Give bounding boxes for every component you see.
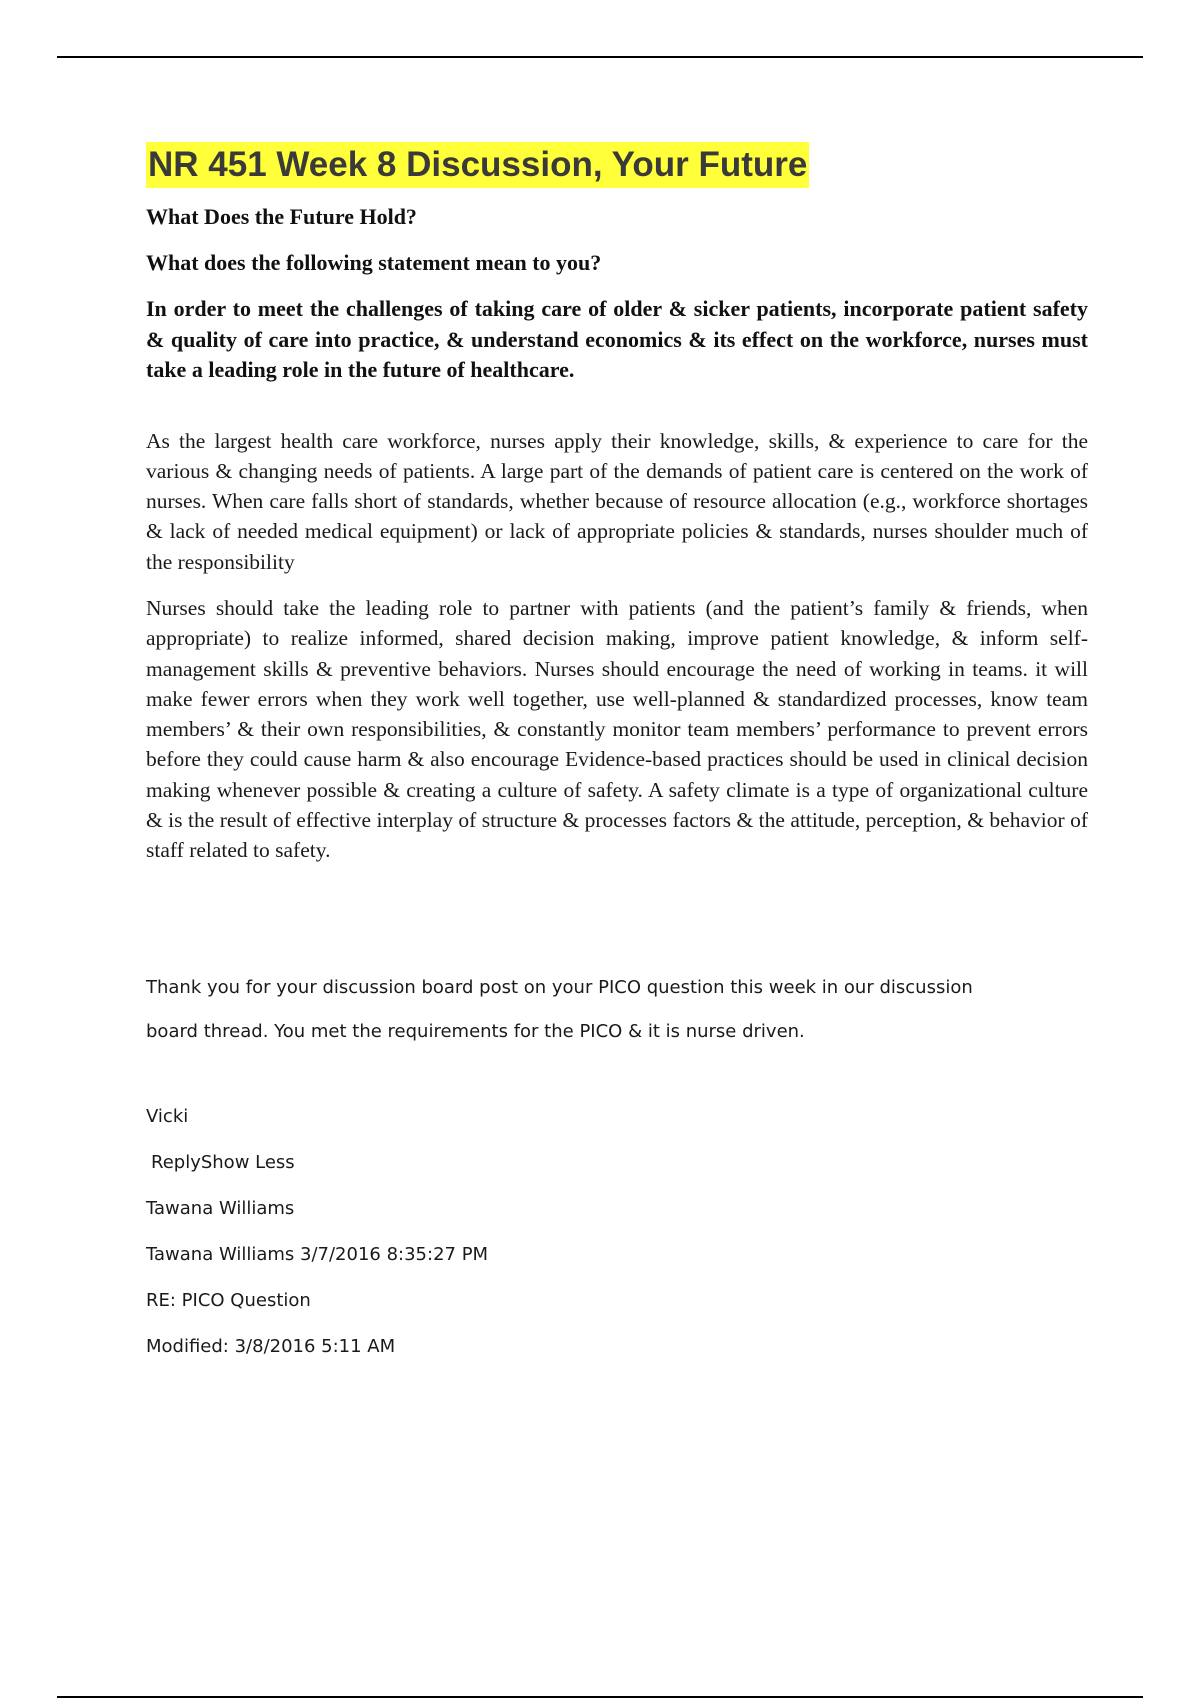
body-paragraph-2: Nurses should take the leading role to partner with patients (and the patient’s family & friends, when appropriate) to realize informed, shared decision making, improve patient knowledge, & inform self-management skills & preventive behaviors. Nurses should encourage the need of working in teams. it will make fewer errors when they work well together, use well-planned & standardized processes, know team members’ & their own responsibilities, & constantly monitor team members’ performance to prevent errors before they could cause harm & also encourage Evidence-based practices should be used in clinical decision making whenever possible & creating a culture of safety. A safety climate is a type of organizational culture & is the result of effective interplay of structure & processes factors & the attitude, perception, & behavior of staff related to safety. [146, 595, 1088, 863]
question-heading-2: What does the following statement mean to you? [146, 250, 602, 275]
top-rule [57, 56, 1143, 58]
prompt-statement: In order to meet the challenges of taking care of older & sicker patients, incorporate patient safety & quality of care into practice, & understand economics & its effect on the workforce, nurses must take a leading role in the future of healthcare. [146, 296, 1088, 382]
reply-modified: Modified: 3/8/2016 5:11 AM [146, 1335, 396, 1357]
bottom-rule [57, 1696, 1143, 1698]
body-paragraph-1: As the largest health care workforce, nurses apply their knowledge, skills, & experience to care for the various & changing needs of patients. A large part of the demands of patient care is centered on the work of nurses. When care falls short of standards, whether because of resource allocation (e.g., workforce shortages & lack of needed medical equipment) or lack of appropriate policies & standards, nurses shoulder much of the responsibility [146, 428, 1088, 574]
reply-section [146, 966, 1088, 1370]
reply-show-less-link[interactable]: ReplyShow Less [151, 1151, 295, 1173]
question-heading-1: What Does the Future Hold? [146, 204, 417, 229]
reply-author-timestamp: Tawana Williams 3/7/2016 8:35:27 PM [146, 1243, 489, 1265]
reply-author: Tawana Williams [146, 1197, 295, 1219]
reply-signature: Vicki [146, 1105, 189, 1127]
reply-thanks-text: Thank you for your discussion board post on your PICO question this week in our discussion board thread. You met the requirements for the PICO & it is nurse driven. [146, 976, 973, 1042]
document-body [146, 142, 1088, 1370]
document-title: NR 451 Week 8 Discussion, Your Future [146, 142, 809, 188]
reply-subject: RE: PICO Question [146, 1289, 311, 1311]
